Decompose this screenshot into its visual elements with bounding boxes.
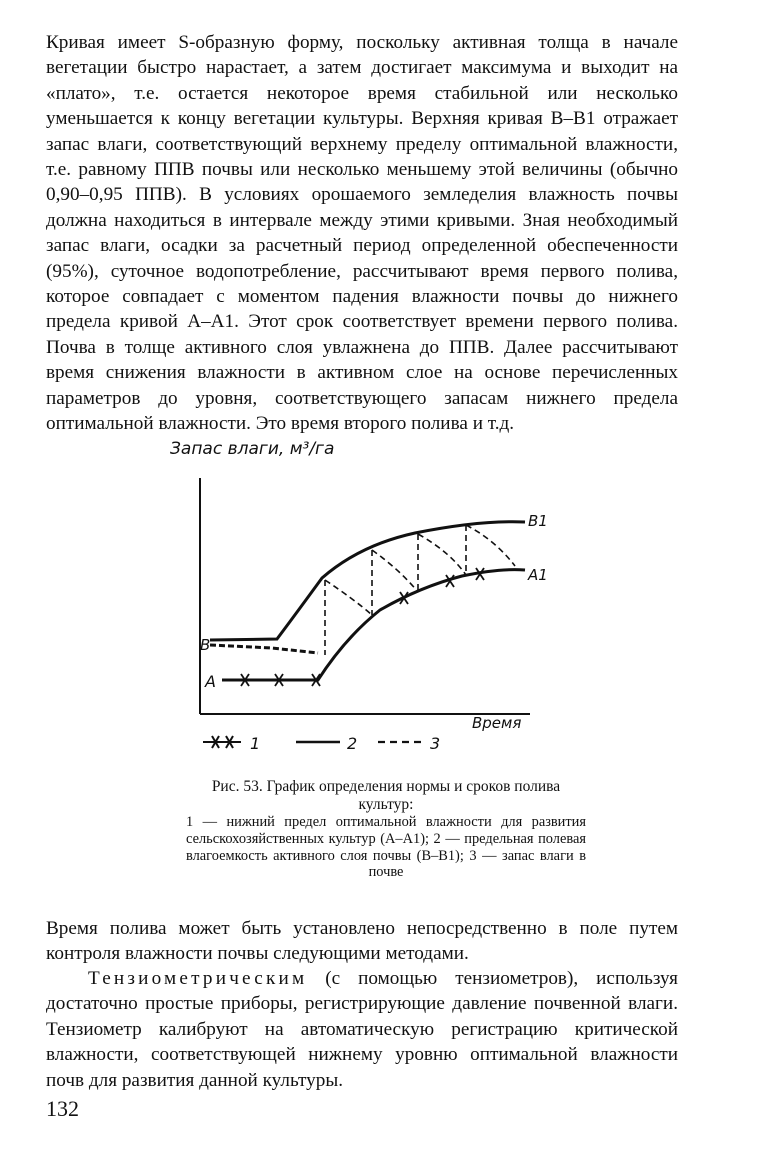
watering-schedule-figure	[150, 430, 620, 760]
label-b: B	[200, 636, 211, 654]
legend-cross-line	[203, 736, 241, 748]
caption-body: 1 — нижний предел оптимальной влажности для развития сельскохозяйственных культур (A–A1); 2 — предельная полевая влагоемкость активного слоя почвы (B–B1); 3 — запас влаги в почве	[186, 814, 586, 881]
curve-start-hatch	[210, 645, 318, 653]
body-paragraph-3-text: (с помощью тензиометров), используя достаточно простые приборы, регистрирующие давление почвенной влаги. Тензиометр калибруют на автоматическую регистрацию критической влажности, соответствующей нижнему уровню оптимальной влажности почв для развития данной культуры.	[46, 968, 678, 1091]
legend-label-2: 2	[347, 734, 358, 753]
label-a: A	[205, 672, 216, 691]
body-paragraph-1: Кривая имеет S-образную форму, поскольку активная толща в начале вегетации быстро нарастает, а затем достигает максимума и выходит на «плато», т.е. остается некоторое время стабильной или несколько уменьшается к концу вегетации культуры. Верхняя кривая B–B1 отражает запас влаги, соответствующий верхнему пределу оптимальной влажности, т.е. равному ППВ почвы или несколько меньшему этой величины (обычно 0,90–0,95 ППВ). В условиях орошаемого земледелия влажность почвы должна находиться в интервале между этими кривыми. Зная необходимый запас влаги, осадки за расчетный период определенной обеспеченности (95%), суточное водопотребление, рассчитывают время первого полива, которое совпадает с моментом падения влажности почвы до нижнего предела кривой A–A1. Этот срок соответствует времени первого полива. Почва в толще активного слоя увлажнена до ППВ. Далее рассчитывают время снижения влажности в активном слое на основе перечисленных параметров до уровня, соответствующего запасам нижнего предела оптимальной влажности. Это время второго полива и т.д.	[46, 32, 678, 435]
label-b1: B1	[528, 512, 548, 530]
x-axis-label: Время	[472, 714, 522, 732]
y-axis-label: Запас влаги, м³/га	[170, 439, 335, 459]
legend-label-3: 3	[430, 734, 441, 753]
emphasized-term: Тензиометрическим	[88, 968, 308, 989]
legend-label-1: 1	[250, 734, 261, 753]
figure-caption	[186, 778, 586, 881]
label-a1: A1	[528, 566, 548, 584]
body-paragraph-3	[46, 966, 678, 1093]
curve-lower-a-a1	[222, 570, 525, 680]
figure-svg	[150, 430, 620, 760]
page-number: 132	[46, 1096, 79, 1121]
caption-title: Рис. 53. График определения нормы и сроков полива культур:	[211, 778, 561, 813]
body-paragraph-2: Время полива может быть установлено непосредственно в поле путем контроля влажности почвы следующими методами.	[46, 918, 678, 965]
